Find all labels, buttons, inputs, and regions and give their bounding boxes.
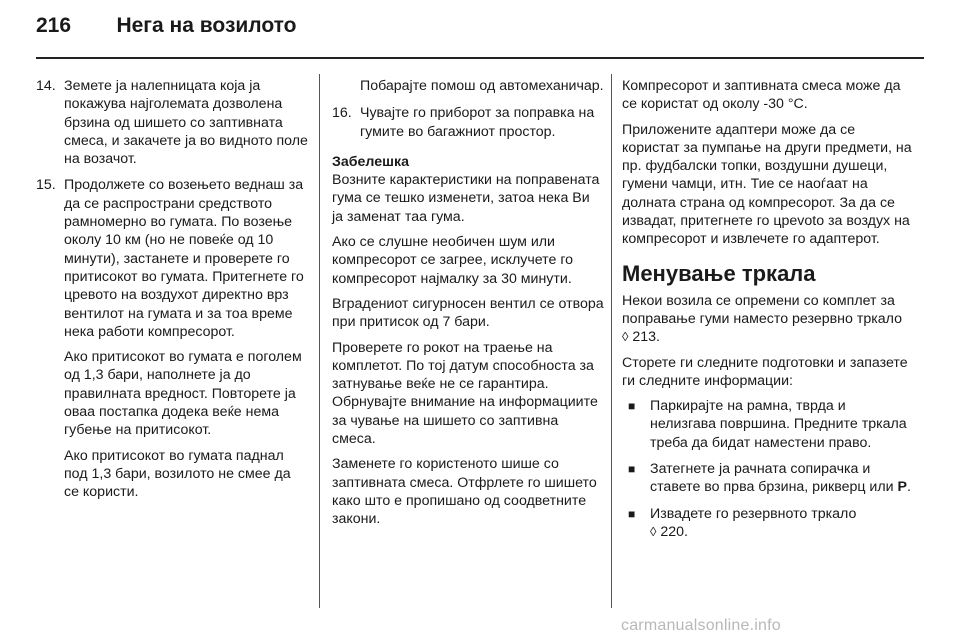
intro-text: Некои возила се опремени со комплет за поправање гуми наместо резервно тркало bbox=[622, 292, 902, 327]
paragraph bbox=[622, 292, 912, 347]
bullet-item bbox=[622, 397, 912, 452]
bullet-text: Затегнете ја рачната сопирачка и ставете во прва брзина, рикверц или bbox=[650, 461, 894, 496]
bullet-square-icon: ■ bbox=[628, 462, 636, 477]
list-text: Чувајте го приборот за поправка на гумите во багажниот простор. bbox=[360, 105, 595, 140]
bullet-text: Паркирајте на рамна, тврда и нелизгава површина. Предните тркала треба да бидат наместени право. bbox=[650, 398, 907, 451]
list-item-15-continued bbox=[332, 77, 604, 95]
list-item-15 bbox=[36, 176, 308, 501]
list-text: Побарајте помош од автомеханичар. bbox=[360, 78, 604, 94]
bullet-square-icon: ■ bbox=[628, 506, 636, 521]
list-item-14 bbox=[36, 77, 308, 168]
bullet-text: Извадете го резервното тркало bbox=[650, 505, 857, 522]
page-reference[interactable]: 213. bbox=[632, 329, 661, 346]
column-right bbox=[622, 77, 912, 549]
bullet-text-end: . bbox=[906, 479, 911, 496]
column-divider-2 bbox=[611, 74, 612, 608]
paragraph: Проверете го рокот на траење на комплетот. По тој датум способноста за затнување веќе не се гарантира. Обрнувајте внимание на информациите за чување на шишето со заптивна смеса. bbox=[332, 339, 598, 448]
column-divider-1 bbox=[319, 74, 320, 608]
column-middle bbox=[332, 77, 604, 536]
page-reference[interactable]: 220. bbox=[660, 523, 689, 540]
page-number: 216 bbox=[36, 14, 72, 37]
page-title: Нега на возилото bbox=[116, 14, 297, 37]
watermark: carmanualsonline.info bbox=[621, 617, 781, 634]
list-text: Земете ја налепницата која ја покажува најголемата дозволена брзина од шишето со заптивната смеса, и закачете ја во видното поле на возачот. bbox=[64, 78, 308, 168]
bullet-square-icon: ■ bbox=[628, 399, 636, 414]
bullet-item bbox=[622, 505, 912, 542]
note-paragraph: Ако се слушне необичен шум или компресорот се загрее, исклучете го компресорот најмалку за 30 минути. bbox=[332, 234, 574, 287]
paragraph: Сторете ги следните подготовки и запазете ги следните информации: bbox=[622, 354, 908, 389]
page-header bbox=[36, 14, 297, 54]
bullet-item bbox=[622, 460, 912, 497]
list-text: Продолжете со возењето веднаш за да се распространи средството рамномерно во гумата. По возење околу 10 км (но не повеќе од 10 минути), застанете и проверете го притисокот во гумата. Притегнете го цревото на воздухот директно врз вентилот на гумата и за тоа време нека работи компресорот. bbox=[64, 177, 304, 340]
list-text: Ако притисокот во гумата паднал под 1,3 бари, возилото не смее да се користи. bbox=[64, 447, 291, 501]
list-number: 14. bbox=[36, 78, 56, 94]
note-paragraph: Возните карактеристики на поправената гума се тешко изменети, затоа нека Ви ја заменат таа гума. bbox=[332, 172, 600, 225]
gear-p-label: P bbox=[897, 479, 907, 496]
paragraph: Заменете го користеното шише со заптивната смеса. Отфрлете го шишето како што е пропишано од соодветните закони. bbox=[332, 456, 597, 528]
list-number: 16. bbox=[332, 105, 352, 122]
list-item-16 bbox=[332, 104, 604, 141]
page-reference-icon: ◊ bbox=[650, 523, 657, 539]
page-reference-icon: ◊ bbox=[622, 329, 629, 345]
list-number: 15. bbox=[36, 177, 56, 194]
header-rule bbox=[36, 57, 924, 59]
column-left bbox=[36, 77, 308, 510]
note-heading: Забелешка bbox=[332, 153, 409, 170]
list-text: Ако притисокот во гумата е поголем од 1,3 бари, наполнете ја до правилната вредност. Повторете ја оваа постапка додека веќе нема губење на притисокот. bbox=[64, 349, 302, 439]
paragraph: Приложените адаптери може да се користат за пумпање на други предмети, на пр. фудбалски топки, воздушни душеци, гумени чамци, итн. Тие се наоѓаат на долната страна од компресорот. За да се извадат, притегнете го црevoto за воздух на компресорот и извлечете го адаптерот. bbox=[622, 121, 912, 248]
section-title: Менување тркала bbox=[622, 260, 816, 286]
paragraph: Компресорот и заптивната смеса може да се користат од околу -30 °C. bbox=[622, 78, 901, 113]
paragraph: Вградениот сигурносен вентил се отвора при притисок од 7 бари. bbox=[332, 295, 604, 331]
